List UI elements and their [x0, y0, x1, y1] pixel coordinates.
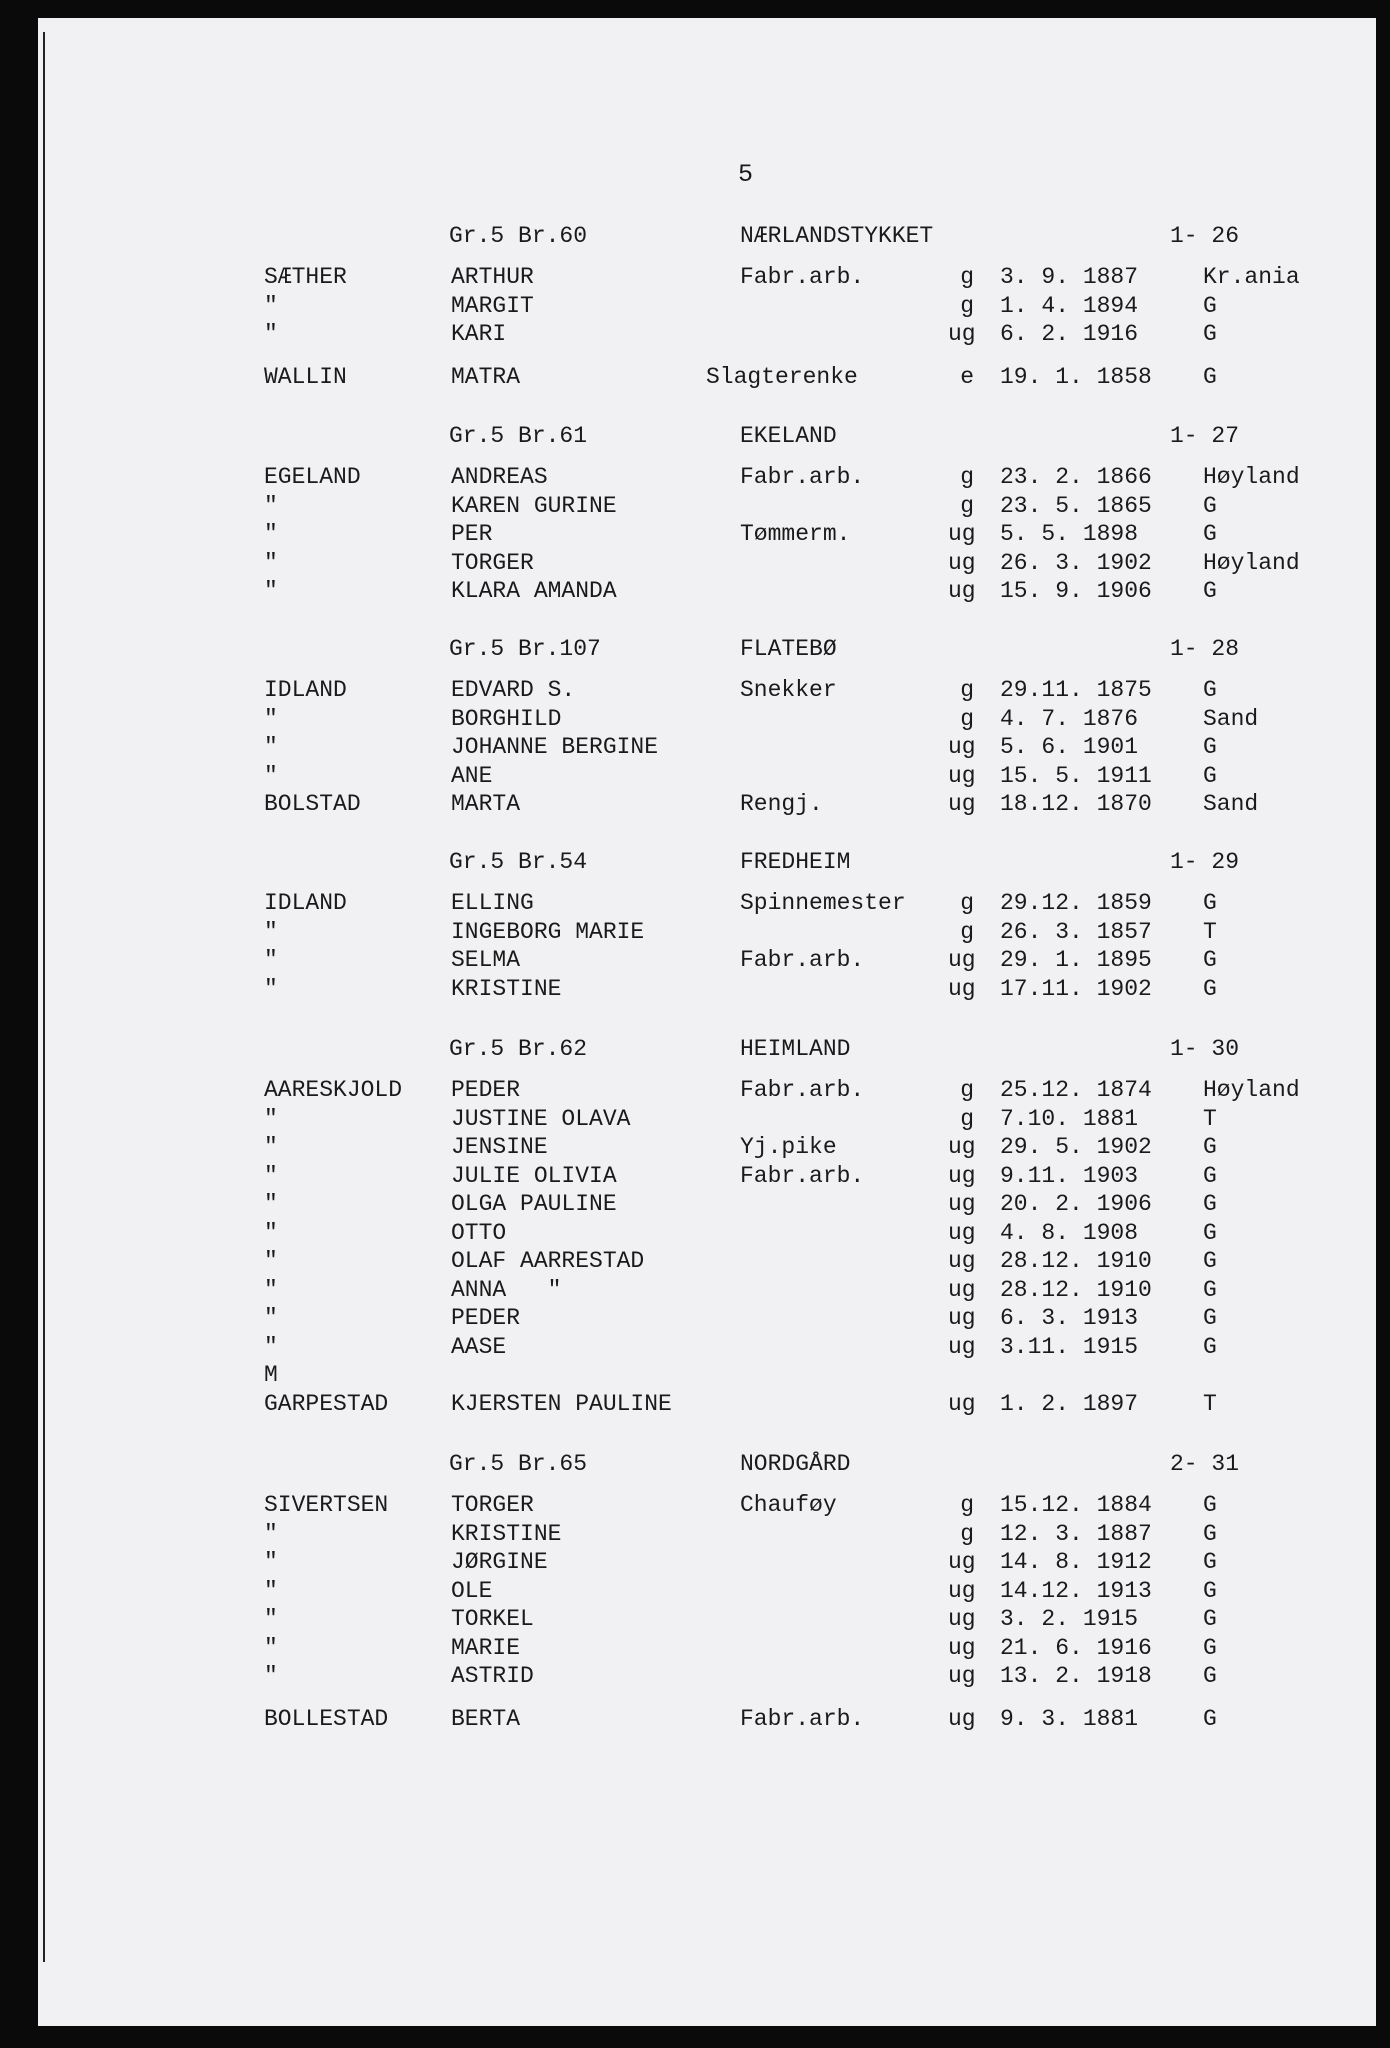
person-row: [0, 1390, 1390, 1419]
given-name: ANDREAS: [451, 464, 548, 490]
given-name: PEDER: [451, 1305, 521, 1331]
birth-date: 26. 3. 1857: [1000, 918, 1152, 945]
surname: ": [264, 549, 278, 576]
civil-status: e: [960, 363, 974, 390]
farm-name: HEIMLAND: [740, 1036, 851, 1062]
person-row: [0, 263, 1390, 292]
surname: BOLSTAD: [264, 791, 361, 817]
civil-status: ug: [948, 1276, 976, 1303]
civil-status: ug: [948, 521, 976, 547]
given-name: TORKEL: [451, 1606, 534, 1632]
birth-place: G: [1203, 1705, 1217, 1732]
civil-status: g: [960, 1492, 974, 1518]
birth-date: 23. 5. 1865: [1000, 492, 1152, 519]
surname: ": [264, 1577, 278, 1604]
civil-status: ug: [948, 947, 976, 973]
birth-date: 28.12. 1910: [1000, 1276, 1152, 1303]
surname: ": [264, 762, 278, 789]
given-name: KARI: [451, 321, 507, 347]
surname: GARPESTAD: [264, 1390, 389, 1417]
birth-place: G: [1203, 1663, 1217, 1689]
given-name: KRISTINE: [451, 975, 562, 1002]
person-row: [0, 1304, 1390, 1333]
birth-place: G: [1203, 975, 1217, 1002]
occupation: Snekker: [740, 677, 837, 703]
given-name: KAREN GURINE: [451, 492, 617, 519]
given-name: ARTHUR: [451, 264, 534, 290]
surname: ": [264, 1134, 278, 1160]
person-row: [0, 1705, 1390, 1734]
farm-header: [0, 222, 1390, 251]
birth-date: 14. 8. 1912: [1000, 1549, 1152, 1575]
person-row: [0, 1333, 1390, 1362]
surname: ": [264, 1191, 278, 1217]
given-name: INGEBORG MARIE: [451, 918, 645, 945]
farm-header: [0, 422, 1390, 451]
civil-status: g: [960, 292, 974, 319]
birth-place: Høyland: [1203, 1077, 1300, 1103]
civil-status: ug: [948, 1606, 976, 1632]
farm-header: [0, 848, 1390, 877]
civil-status: ug: [948, 734, 976, 760]
civil-status: g: [960, 1520, 974, 1547]
surname: ": [264, 1606, 278, 1632]
birth-place: G: [1203, 1134, 1217, 1160]
occupation: Spinnemester: [740, 890, 906, 916]
civil-status: g: [960, 1105, 974, 1132]
given-name: OTTO: [451, 1219, 507, 1246]
birth-place: G: [1203, 1305, 1217, 1331]
birth-date: 7.10. 1881: [1000, 1105, 1139, 1132]
farm-number: 1- 29: [1170, 849, 1240, 875]
given-name: JØRGINE: [451, 1549, 548, 1575]
person-row: [0, 492, 1390, 521]
group-ref: Gr.5 Br.107: [449, 636, 601, 662]
occupation: Fabr.arb.: [740, 1705, 865, 1732]
farm-name: EKELAND: [740, 423, 837, 449]
surname: ": [264, 1663, 278, 1689]
surname: ": [264, 321, 278, 347]
surname: ": [264, 1248, 278, 1274]
surname: ": [264, 578, 278, 604]
civil-status: g: [960, 492, 974, 519]
occupation: Fabr.arb.: [740, 1077, 865, 1103]
given-name: JULIE OLIVIA: [451, 1162, 617, 1189]
person-row: [0, 1133, 1390, 1162]
person-row: [0, 292, 1390, 321]
farm-name: FREDHEIM: [740, 849, 851, 875]
surname: IDLAND: [264, 677, 347, 703]
page-number: 5: [738, 160, 755, 189]
person-row: [0, 520, 1390, 549]
given-name: OLGA PAULINE: [451, 1191, 617, 1217]
birth-date: 28.12. 1910: [1000, 1248, 1152, 1274]
civil-status: g: [960, 705, 974, 732]
given-name: PEDER: [451, 1077, 521, 1103]
farm-name: NORDGÅRD: [740, 1451, 851, 1477]
given-name: KLARA AMANDA: [451, 578, 617, 604]
birth-date: 14.12. 1913: [1000, 1577, 1152, 1604]
farm-number: 1- 28: [1170, 636, 1240, 662]
farm-number: 1- 26: [1170, 223, 1240, 249]
surname: ": [264, 1520, 278, 1547]
occupation: Yj.pike: [740, 1134, 837, 1160]
given-name: OLE: [451, 1577, 493, 1604]
person-row: [0, 705, 1390, 734]
given-name: JUSTINE OLAVA: [451, 1105, 631, 1132]
birth-place: G: [1203, 292, 1217, 319]
person-row: [0, 1076, 1390, 1105]
person-row: [0, 1105, 1390, 1134]
person-row: [0, 1247, 1390, 1276]
person-row: [0, 463, 1390, 492]
surname: ": [264, 292, 278, 319]
group-ref: Gr.5 Br.62: [449, 1036, 588, 1062]
surname: ": [264, 1162, 278, 1189]
birth-date: 3. 2. 1915: [1000, 1606, 1139, 1632]
civil-status: g: [960, 1077, 974, 1103]
person-row: [0, 1276, 1390, 1305]
birth-date: 26. 3. 1902: [1000, 549, 1152, 576]
given-name: JENSINE: [451, 1134, 548, 1160]
birth-date: 15. 5. 1911: [1000, 762, 1152, 789]
civil-status: ug: [948, 1191, 976, 1217]
birth-place: Kr.ania: [1203, 264, 1300, 290]
civil-status: g: [960, 264, 974, 290]
person-row: [0, 676, 1390, 705]
given-name: ASTRID: [451, 1663, 534, 1689]
civil-status: ug: [948, 1663, 976, 1689]
farm-number: 1- 30: [1170, 1036, 1240, 1062]
birth-place: T: [1203, 918, 1217, 945]
given-name: MARTA: [451, 791, 521, 817]
occupation: Fabr.arb.: [740, 464, 865, 490]
surname: ": [264, 918, 278, 945]
civil-status: ug: [948, 321, 976, 347]
surname: ": [264, 1549, 278, 1575]
birth-place: G: [1203, 1549, 1217, 1575]
farm-header: [0, 1450, 1390, 1479]
occupation: Chauføy: [740, 1492, 837, 1518]
birth-date: 5. 6. 1901: [1000, 734, 1139, 760]
civil-status: ug: [948, 1134, 976, 1160]
birth-place: G: [1203, 1492, 1217, 1518]
surname: ": [264, 1219, 278, 1246]
farm-name: FLATEBØ: [740, 636, 837, 662]
group-ref: Gr.5 Br.65: [449, 1451, 588, 1477]
birth-place: Høyland: [1203, 464, 1300, 490]
person-row: [0, 549, 1390, 578]
birth-place: G: [1203, 734, 1217, 760]
surname: SIVERTSEN: [264, 1492, 389, 1518]
farm-number: 1- 27: [1170, 423, 1240, 449]
farm-number: 2- 31: [1170, 1451, 1240, 1477]
birth-place: G: [1203, 1634, 1217, 1661]
birth-place: G: [1203, 521, 1217, 547]
civil-status: ug: [948, 1577, 976, 1604]
civil-status: g: [960, 918, 974, 945]
surname: ": [264, 1634, 278, 1661]
civil-status: ug: [948, 1333, 976, 1360]
occupation: Rengj.: [740, 791, 823, 817]
person-row: [0, 975, 1390, 1004]
birth-date: 4. 8. 1908: [1000, 1219, 1139, 1246]
birth-date: 23. 2. 1866: [1000, 464, 1152, 490]
given-name: ELLING: [451, 890, 534, 916]
farm-header: [0, 635, 1390, 664]
person-row: [0, 577, 1390, 606]
civil-status: ug: [948, 1634, 976, 1661]
birth-place: Høyland: [1203, 549, 1300, 576]
person-row: [0, 889, 1390, 918]
birth-date: 19. 1. 1858: [1000, 363, 1152, 390]
person-row: [0, 1162, 1390, 1191]
surname: ": [264, 947, 278, 973]
surname: BOLLESTAD: [264, 1705, 389, 1732]
civil-status: g: [960, 890, 974, 916]
person-row: [0, 1219, 1390, 1248]
given-name: KRISTINE: [451, 1520, 562, 1547]
person-row: [0, 790, 1390, 819]
birth-date: 13. 2. 1918: [1000, 1663, 1152, 1689]
occupation: Fabr.arb.: [740, 1162, 865, 1189]
surname: EGELAND: [264, 464, 361, 490]
farm-header: [0, 1035, 1390, 1064]
birth-date: 9. 3. 1881: [1000, 1705, 1139, 1732]
birth-date: 29.11. 1875: [1000, 677, 1152, 703]
birth-date: 29. 5. 1902: [1000, 1134, 1152, 1160]
birth-place: G: [1203, 1276, 1217, 1303]
given-name: AASE: [451, 1333, 507, 1360]
given-name: MATRA: [451, 363, 521, 390]
occupation: Fabr.arb.: [740, 947, 865, 973]
person-row: [0, 762, 1390, 791]
birth-date: 6. 2. 1916: [1000, 321, 1139, 347]
person-row: [0, 1577, 1390, 1606]
civil-status: ug: [948, 1162, 976, 1189]
farm-name: NÆRLANDSTYKKET: [740, 223, 934, 249]
birth-date: 5. 5. 1898: [1000, 521, 1139, 547]
given-name: ANNA ": [451, 1276, 562, 1303]
group-ref: Gr.5 Br.54: [449, 849, 588, 875]
birth-place: G: [1203, 677, 1217, 703]
birth-date: 15. 9. 1906: [1000, 578, 1152, 604]
person-row: [0, 1548, 1390, 1577]
surname: AARESKJOLD: [264, 1077, 403, 1103]
birth-date: 25.12. 1874: [1000, 1077, 1152, 1103]
civil-status: ug: [948, 1305, 976, 1331]
given-name: ANE: [451, 762, 493, 789]
person-row: [0, 1634, 1390, 1663]
surname: ": [264, 975, 278, 1002]
birth-date: 21. 6. 1916: [1000, 1634, 1152, 1661]
given-name: KJERSTEN PAULINE: [451, 1390, 672, 1417]
civil-status: ug: [948, 1219, 976, 1246]
birth-date: 29.12. 1859: [1000, 890, 1152, 916]
person-row: [0, 1361, 1390, 1390]
birth-date: 1. 2. 1897: [1000, 1390, 1139, 1417]
given-name: EDVARD S.: [451, 677, 576, 703]
birth-place: G: [1203, 1248, 1217, 1274]
surname: SÆTHER: [264, 264, 347, 290]
person-row: [0, 946, 1390, 975]
surname: ": [264, 492, 278, 519]
civil-status: ug: [948, 549, 976, 576]
occupation: Fabr.arb.: [740, 264, 865, 290]
surname: ": [264, 521, 278, 547]
surname: ": [264, 734, 278, 760]
person-row: [0, 1520, 1390, 1549]
birth-date: 9.11. 1903: [1000, 1162, 1139, 1189]
surname: ": [264, 1276, 278, 1303]
birth-place: G: [1203, 890, 1217, 916]
birth-place: G: [1203, 947, 1217, 973]
surname: ": [264, 1105, 278, 1132]
birth-date: 20. 2. 1906: [1000, 1191, 1152, 1217]
birth-date: 29. 1. 1895: [1000, 947, 1152, 973]
birth-place: G: [1203, 762, 1217, 789]
given-name: SELMA: [451, 947, 521, 973]
person-row: [0, 733, 1390, 762]
given-name: PER: [451, 521, 493, 547]
birth-place: G: [1203, 321, 1217, 347]
civil-status: g: [960, 677, 974, 703]
birth-date: 18.12. 1870: [1000, 791, 1152, 817]
surname: ": [264, 1305, 278, 1331]
given-name: BORGHILD: [451, 705, 562, 732]
person-row: [0, 320, 1390, 349]
surname: WALLIN: [264, 363, 347, 390]
birth-place: Sand: [1203, 791, 1259, 817]
given-name: TORGER: [451, 1492, 534, 1518]
civil-status: ug: [948, 975, 976, 1002]
given-name: OLAF AARRESTAD: [451, 1248, 645, 1274]
group-ref: Gr.5 Br.60: [449, 223, 588, 249]
birth-place: T: [1203, 1105, 1217, 1132]
birth-date: 1. 4. 1894: [1000, 292, 1139, 319]
birth-date: 4. 7. 1876: [1000, 705, 1139, 732]
surname: ": [264, 705, 278, 732]
birth-date: 3.11. 1915: [1000, 1333, 1139, 1360]
birth-date: 12. 3. 1887: [1000, 1520, 1152, 1547]
occupation: Slagterenke: [706, 363, 858, 390]
surname: M: [264, 1362, 278, 1388]
civil-status: ug: [948, 1549, 976, 1575]
birth-place: G: [1203, 1333, 1217, 1360]
birth-place: G: [1203, 578, 1217, 604]
civil-status: ug: [948, 1390, 976, 1417]
civil-status: ug: [948, 1705, 976, 1732]
birth-place: G: [1203, 1191, 1217, 1217]
person-row: [0, 1662, 1390, 1691]
birth-place: G: [1203, 1219, 1217, 1246]
birth-date: 6. 3. 1913: [1000, 1305, 1139, 1331]
civil-status: g: [960, 464, 974, 490]
given-name: MARIE: [451, 1634, 521, 1661]
occupation: Tømmerm.: [740, 521, 851, 547]
group-ref: Gr.5 Br.61: [449, 423, 588, 449]
birth-place: G: [1203, 1606, 1217, 1632]
given-name: TORGER: [451, 549, 534, 576]
birth-place: G: [1203, 363, 1217, 390]
birth-date: 3. 9. 1887: [1000, 264, 1139, 290]
civil-status: ug: [948, 791, 976, 817]
birth-place: Sand: [1203, 705, 1259, 732]
person-row: [0, 1491, 1390, 1520]
person-row: [0, 1605, 1390, 1634]
birth-place: G: [1203, 1520, 1217, 1547]
person-row: [0, 1190, 1390, 1219]
birth-date: 17.11. 1902: [1000, 975, 1152, 1002]
birth-date: 15.12. 1884: [1000, 1492, 1152, 1518]
given-name: BERTA: [451, 1705, 521, 1732]
person-row: [0, 918, 1390, 947]
birth-place: T: [1203, 1390, 1217, 1417]
civil-status: ug: [948, 762, 976, 789]
birth-place: G: [1203, 1162, 1217, 1189]
surname: ": [264, 1333, 278, 1360]
civil-status: ug: [948, 578, 976, 604]
birth-place: G: [1203, 1577, 1217, 1604]
birth-place: G: [1203, 492, 1217, 519]
surname: IDLAND: [264, 890, 347, 916]
civil-status: ug: [948, 1248, 976, 1274]
person-row: [0, 363, 1390, 392]
given-name: MARGIT: [451, 292, 534, 319]
given-name: JOHANNE BERGINE: [451, 734, 659, 760]
